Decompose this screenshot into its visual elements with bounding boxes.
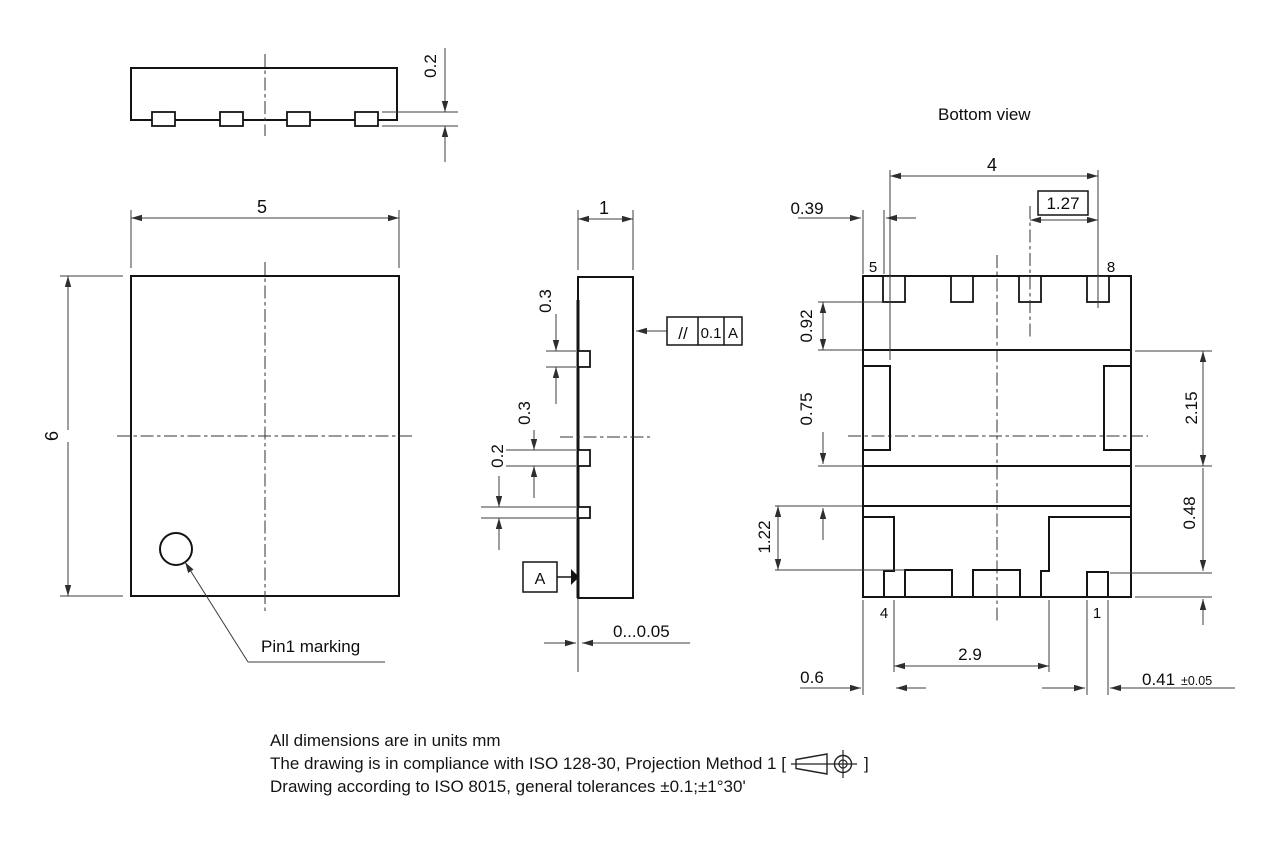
dim-edge-to-pad-039 bbox=[790, 199, 916, 274]
dim-width-5 bbox=[131, 197, 399, 268]
parallelism-control-frame bbox=[636, 317, 742, 345]
pin1-marking-label: Pin1 marking bbox=[261, 637, 361, 656]
dim-label-gap: 0.75 bbox=[797, 392, 816, 426]
bottom-pad-3 bbox=[905, 570, 952, 597]
side-view-profile bbox=[481, 198, 742, 672]
dim-label-corner-pad: 1.22 bbox=[755, 520, 774, 554]
pin-number-8: 8 bbox=[1106, 259, 1116, 276]
dim-height-6 bbox=[42, 276, 123, 596]
top-view bbox=[42, 197, 413, 662]
dim-label-edge-to-pad: 0.39 bbox=[790, 199, 824, 218]
side-view-front bbox=[131, 48, 458, 162]
dim-lead-thickness bbox=[382, 48, 458, 162]
pin-number-4: 4 bbox=[879, 605, 889, 622]
dim-lead2-03 bbox=[506, 401, 576, 498]
dim-lead1-03 bbox=[536, 289, 576, 404]
pin-number-1: 1 bbox=[1092, 605, 1102, 622]
note-projection-text: The drawing is in compliance with ISO 128-30, Projection Method 1 [ bbox=[270, 754, 786, 773]
dim-label-edge-margin: 0.6 bbox=[800, 668, 824, 687]
drawing-notes bbox=[270, 729, 869, 798]
dim-gap-075 bbox=[797, 392, 862, 540]
fcf-datum-ref: A bbox=[727, 325, 739, 342]
dim-standoff bbox=[544, 598, 690, 672]
note-tolerances: Drawing according to ISO 8015, general tolerances ±0.1;±1°30' bbox=[270, 777, 746, 796]
dim-pitch-127 bbox=[1030, 191, 1098, 340]
pin1-marking-circle bbox=[160, 533, 192, 565]
dim-body-thickness-1 bbox=[578, 198, 633, 270]
datum-a-indicator bbox=[523, 562, 579, 592]
dim-pad-width-041 bbox=[1042, 600, 1235, 695]
dim-label-lead1: 0.3 bbox=[536, 289, 555, 313]
dim-label-height: 6 bbox=[42, 430, 62, 442]
dim-label-pad-len-top: 0.92 bbox=[797, 309, 816, 343]
top-row-pads bbox=[883, 276, 1109, 302]
pin-number-5: 5 bbox=[868, 259, 878, 276]
fcf-tolerance: 0.1 bbox=[700, 325, 722, 342]
pin1-lead-pad bbox=[1087, 572, 1108, 597]
dim-label-pad-width: 0.41 bbox=[1142, 670, 1176, 689]
dim-label-lead-thickness: 0.2 bbox=[421, 54, 440, 78]
dim-label-body-thickness: 1 bbox=[598, 198, 610, 218]
datum-label: A bbox=[534, 571, 546, 588]
pin1-leader bbox=[185, 562, 385, 662]
dim-edge-margin-06 bbox=[800, 600, 926, 695]
lead-bumps bbox=[578, 351, 590, 518]
side-pad-right bbox=[1104, 366, 1131, 450]
dim-label-pitch: 1.27 bbox=[1046, 194, 1080, 213]
bottom-view-title: Bottom view bbox=[938, 105, 1031, 124]
dim-label-standoff: 0...0.05 bbox=[613, 622, 670, 641]
dim-pad-len-bottom-048 bbox=[1110, 468, 1212, 625]
dim-corner-pad-122 bbox=[755, 506, 905, 570]
first-angle-projection-icon bbox=[789, 748, 861, 780]
dim-label-pad-width-tol: ±0.05 bbox=[1181, 674, 1213, 688]
bottom-view bbox=[755, 105, 1235, 695]
note-units: All dimensions are in units mm bbox=[270, 731, 501, 750]
dim-label-lead2: 0.3 bbox=[515, 401, 534, 425]
dim-pad-len-top-092 bbox=[797, 302, 882, 350]
fcf-parallel-symbol: // bbox=[678, 324, 688, 343]
dim-label-lead3: 0.2 bbox=[488, 444, 507, 468]
dim-label-pad-len-bottom: 0.48 bbox=[1180, 496, 1199, 530]
corner-pad-4 bbox=[863, 517, 894, 597]
dim-label-pad-span: 4 bbox=[986, 155, 998, 175]
side-pad-left bbox=[863, 366, 890, 450]
note-projection-bracket: ] bbox=[863, 754, 869, 773]
dim-lead3-02 bbox=[481, 444, 576, 550]
note-projection bbox=[270, 752, 869, 775]
dim-label-thermal-len: 2.15 bbox=[1182, 391, 1201, 425]
dim-thermal-len-215 bbox=[1135, 351, 1212, 466]
dim-label-width: 5 bbox=[256, 197, 268, 217]
dim-pad-span-4 bbox=[890, 155, 1098, 360]
dim-inner-span-29 bbox=[894, 600, 1049, 672]
dim-label-inner-span: 2.9 bbox=[958, 645, 982, 664]
